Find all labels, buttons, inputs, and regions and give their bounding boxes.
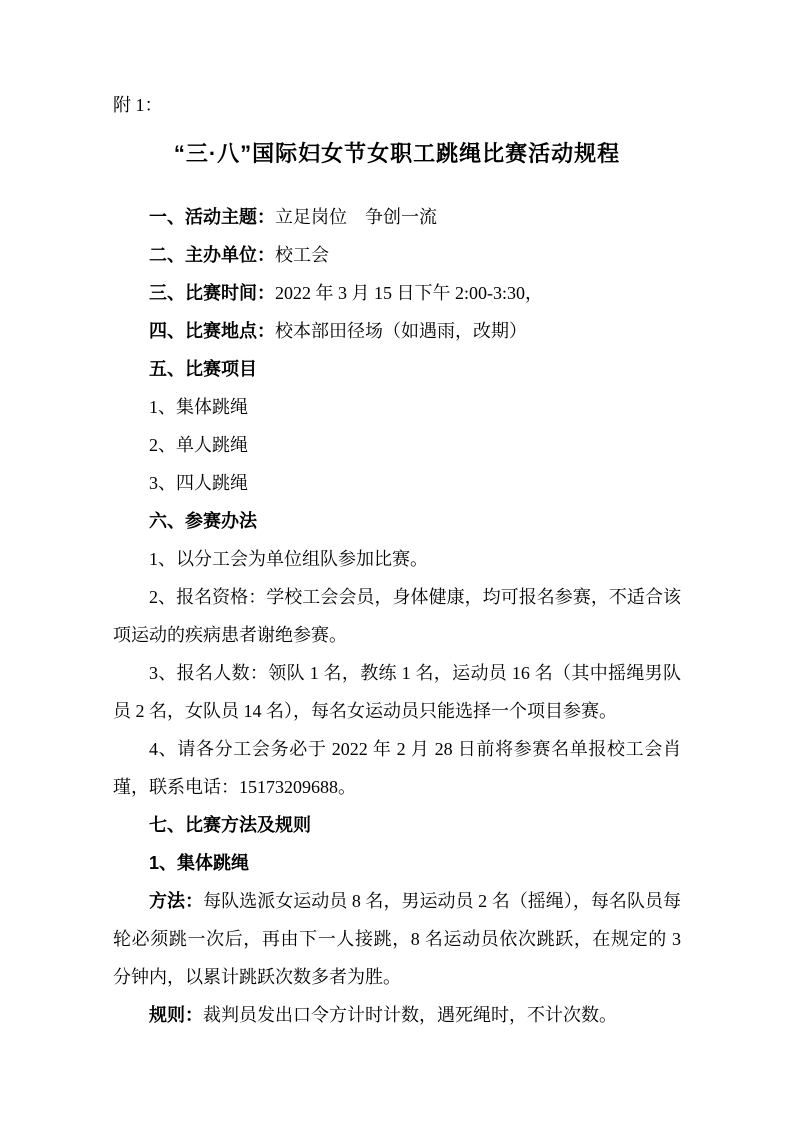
heading-rules-and-methods xyxy=(113,806,681,844)
heading-text: 校本部田径场（如遇雨，改期） xyxy=(275,321,527,341)
heading-competition-location xyxy=(113,312,681,350)
document-title: “三·八”国际妇女节女职工跳绳比赛活动规程 xyxy=(173,141,621,166)
event-item-four-person-rope xyxy=(113,464,681,502)
subheading-label: 1、集体跳绳 xyxy=(149,853,250,873)
heading-label: 六、参赛办法 xyxy=(149,511,257,531)
rule-text: 裁判员发出口令方计时计数，遇死绳时，不计次数。 xyxy=(203,1005,617,1025)
heading-label: 二、主办单位： xyxy=(149,245,275,265)
participation-item-2 xyxy=(113,578,681,654)
method-paragraph xyxy=(113,882,681,996)
list-item-text: 2、报名资格：学校工会会员，身体健康，均可报名参赛，不适合该项运动的疾病患者谢绝参赛。 xyxy=(113,587,681,645)
heading-competition-events xyxy=(113,350,681,388)
rule-label: 规则： xyxy=(149,1005,203,1025)
heading-label: 七、比赛方法及规则 xyxy=(149,815,311,835)
heading-label: 三、比赛时间： xyxy=(149,283,275,303)
heading-label: 四、比赛地点： xyxy=(149,321,275,341)
heading-competition-time xyxy=(113,274,681,312)
list-item-text: 4、请各分工会务必于 2022 年 2 月 28 日前将参赛名单报校工会肖瑾，联系电话：15173209688。 xyxy=(113,739,681,797)
participation-item-4 xyxy=(113,730,681,806)
heading-text: 校工会 xyxy=(275,245,329,265)
attachment-label: 附 1： xyxy=(113,95,163,115)
event-item-single-rope xyxy=(113,426,681,464)
heading-label: 五、比赛项目 xyxy=(149,359,257,379)
subheading-group-rope xyxy=(113,844,681,882)
rule-paragraph xyxy=(113,996,681,1034)
heading-activity-theme xyxy=(113,198,681,236)
event-item-group-rope xyxy=(113,388,681,426)
heading-participation-method xyxy=(113,502,681,540)
list-item-text: 2、单人跳绳 xyxy=(149,435,248,455)
heading-label: 一、活动主题： xyxy=(149,207,275,227)
list-item-text: 3、报名人数：领队 1 名，教练 1 名，运动员 16 名（其中摇绳男队员 2 名，女队员 14 名），每名女运动员只能选择一个项目参赛。 xyxy=(113,663,681,721)
method-label: 方法： xyxy=(149,891,204,911)
list-item-text: 1、集体跳绳 xyxy=(149,397,248,417)
method-text: 每队选派女运动员 8 名，男运动员 2 名（摇绳），每名队员每轮必须跳一次后，再由下一人接跳，8 名运动员依次跳跃，在规定的 3 分钟内，以累计跳跃次数多者为胜。 xyxy=(113,891,682,987)
heading-text: 2022 年 3 月 15 日下午 2:00-3:30， xyxy=(275,283,543,303)
heading-text: 立足岗位 争创一流 xyxy=(275,207,437,227)
participation-item-3 xyxy=(113,654,681,730)
list-item-text: 3、四人跳绳 xyxy=(149,473,248,493)
participation-item-1 xyxy=(113,540,681,578)
heading-organizer xyxy=(113,236,681,274)
list-item-text: 1、以分工会为单位组队参加比赛。 xyxy=(149,549,428,569)
